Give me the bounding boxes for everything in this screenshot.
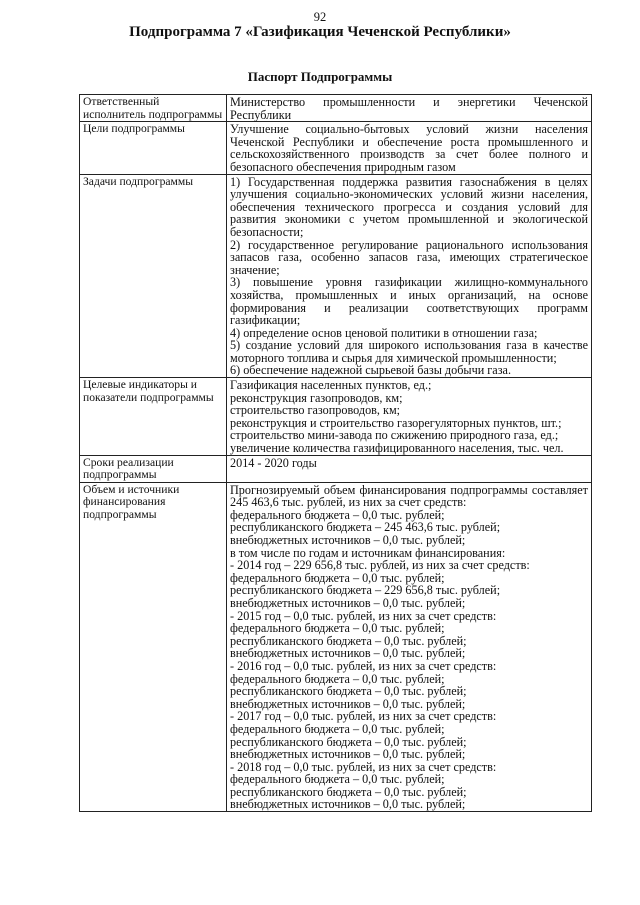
list-item: 3) повышение уровня газификации жилищно-коммунального хозяйства, промышленных и иных организаций, на основе формирования и реализации соответствующих программ газификации; [230, 275, 588, 328]
list-item: республиканского бюджета – 0,0 тыс. рублей; [230, 784, 467, 799]
table-row [80, 95, 592, 122]
list-item: внебюджетных источников – 0,0 тыс. рублей; [230, 747, 466, 762]
page-title: Подпрограмма 7 «Газификация Чеченской Республики» [129, 24, 511, 40]
list-item: 5) создание условий для широкого использования газа в качестве моторного топлива и сырья для химической промышленности; [230, 338, 588, 365]
list-item: в том числе по годам и источникам финансирования: [230, 545, 506, 560]
row-value: 2014 - 2020 годы [227, 455, 592, 482]
list-item: внебюджетных источников – 0,0 тыс. рублей; [230, 533, 466, 547]
list-item: 1) Государственная поддержка развития газоснабжения в целях улучшения социально-экономических условий жизни населения, обеспечения технического прогресса и создания условий для развития экономики с учетом промышленной и экологической безопасности; [230, 174, 588, 239]
list-item: республиканского бюджета – 229 656,8 тыс. рублей; [230, 583, 501, 598]
row-value [227, 482, 592, 811]
list-item: федерального бюджета – 0,0 тыс. рублей; [230, 570, 445, 585]
list-item: внебюджетных источников – 0,0 тыс. рублей; [230, 696, 466, 711]
row-value: Министерство промышленности и энергетики Чеченской Республики [227, 95, 592, 122]
list-item: строительство мини-завода по сжижению природного газа, ед.; [230, 428, 559, 443]
list-item: республиканского бюджета – 0,0 тыс. рублей; [230, 633, 467, 648]
list-item: 6) обеспечение надежной сырьевой базы добычи газа. [230, 363, 511, 378]
list-item: Газификация населенных пунктов, ед.; [230, 378, 432, 393]
list-item: реконструкция и строительство газорегуляторных пунктов, шт.; [230, 415, 562, 430]
list-item: 4) определение основ ценовой политики в отношении газа; [230, 325, 538, 340]
passport-table [79, 94, 592, 812]
table-row [80, 482, 592, 811]
list-item: внебюджетных источников – 0,0 тыс. рублей; [230, 797, 466, 812]
list-item: Прогнозируемый объем финансирования подпрограммы составляет 245 463,6 тыс. рублей, из них за счет средств: [230, 482, 588, 510]
table-row [80, 122, 592, 174]
table-row [80, 455, 592, 482]
page-number: 92 [313, 10, 327, 24]
list-item: федерального бюджета – 0,0 тыс. рублей; [230, 772, 445, 787]
list-item: федерального бюджета – 0,0 тыс. рублей; [230, 721, 445, 736]
row-label: Задачи подпрограммы [80, 174, 227, 378]
list-item: республиканского бюджета – 245 463,6 тыс. рублей; [230, 520, 501, 535]
row-label: Целевые индикаторы и показатели подпрограммы [80, 378, 227, 456]
row-value [227, 378, 592, 456]
list-item: - 2015 год – 0,0 тыс. рублей, из них за счет средств: [230, 608, 497, 623]
list-item: - 2017 год – 0,0 тыс. рублей, из них за счет средств: [230, 709, 497, 724]
table-row [80, 174, 592, 378]
list-item: - 2018 год – 0,0 тыс. рублей, из них за счет средств: [230, 759, 497, 774]
row-value [227, 174, 592, 378]
list-item: внебюджетных источников – 0,0 тыс. рублей; [230, 646, 466, 661]
list-item: строительство газопроводов, км; [230, 403, 401, 418]
list-item: федерального бюджета – 0,0 тыс. рублей; [230, 671, 445, 686]
list-item: республиканского бюджета – 0,0 тыс. рублей; [230, 684, 467, 699]
list-item: внебюджетных источников – 0,0 тыс. рублей; [230, 595, 466, 610]
row-value: Улучшение социально-бытовых условий жизни населения Чеченской Республики и обеспечение роста промышленного и сельскохозяйственного производств за счет более полного и безопасного обеспечения природным газом [227, 122, 592, 174]
list-item: - 2016 год – 0,0 тыс. рублей, из них за счет средств: [230, 658, 497, 673]
row-label: Ответственный исполнитель подпрограммы [80, 95, 227, 122]
row-label: Цели подпрограммы [80, 122, 227, 174]
row-label: Сроки реализации подпрограммы [80, 455, 227, 482]
table-row [80, 378, 592, 456]
list-item: федерального бюджета – 0,0 тыс. рублей; [230, 507, 445, 522]
list-item: федерального бюджета – 0,0 тыс. рублей; [230, 621, 445, 636]
list-item: - 2014 год – 229 656,8 тыс. рублей, из них за счет средств: [230, 558, 530, 573]
list-item: увеличение количества газифицированного населения, тыс. чел. [230, 441, 564, 456]
row-label: Объем и источники финансирования подпрограммы [80, 482, 227, 811]
page-subtitle: Паспорт Подпрограммы [247, 69, 393, 84]
list-item: реконструкция газопроводов, км; [230, 390, 403, 405]
list-item: республиканского бюджета – 0,0 тыс. рублей; [230, 734, 467, 749]
list-item: 2) государственное регулирование рационального использования запасов газа, особенно запасов газа, имеющих стратегическое значение; [230, 237, 588, 277]
